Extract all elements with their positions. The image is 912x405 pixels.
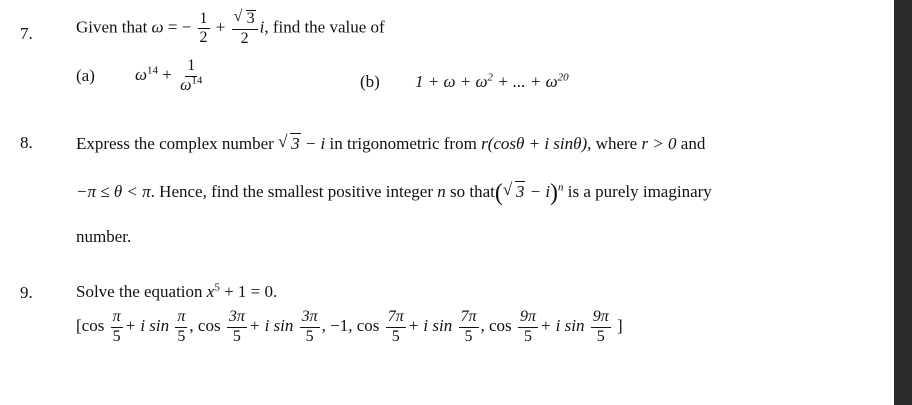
q7-a-frac-den-exp: 14 bbox=[191, 74, 203, 87]
q9-answer-open: [ bbox=[76, 316, 82, 336]
q9-sep-3: , bbox=[480, 316, 485, 336]
q9-cos-4: cos bbox=[489, 316, 512, 336]
q9-sep-1: , bbox=[189, 316, 194, 336]
q7-frac-root3-half bbox=[232, 10, 258, 48]
q9-frac-pi-den-a: 5 bbox=[112, 327, 121, 345]
q7-b-exp2: 2 bbox=[487, 71, 493, 84]
q9-frac-9pi-5-b bbox=[591, 309, 611, 346]
q8-paren-sqrt-radicand: 3 bbox=[515, 182, 525, 201]
q7-b-expr-start: 1 + ω + ω bbox=[415, 72, 488, 91]
q9-frac-7pi-5-b bbox=[459, 309, 479, 346]
q8-paren-exp: n bbox=[558, 181, 564, 194]
q9-frac-7pi-num-a: 7π bbox=[386, 309, 406, 328]
q9-answer-close: ] bbox=[617, 316, 623, 336]
q9-frac-9pi-den-a: 5 bbox=[523, 327, 532, 345]
q9-frac-9pi-num-b: 9π bbox=[591, 309, 611, 328]
q9-frac-pi-num-a: π bbox=[111, 309, 123, 328]
q7-a-omega: ω bbox=[135, 65, 148, 85]
q9-cos-1: cos bbox=[81, 316, 105, 336]
q7-part-a-label: (a) bbox=[76, 66, 95, 85]
q8-line2-text1: . Hence, find the smallest positive integer bbox=[150, 182, 438, 201]
q8-paren-open: ( bbox=[494, 180, 503, 207]
q9-sep-2: , bbox=[321, 316, 326, 336]
q7-frac1-num: 1 bbox=[198, 11, 210, 30]
q8-line1-and: and bbox=[676, 134, 706, 153]
q7-a-frac-num: 1 bbox=[185, 58, 197, 77]
q9-frac-pi-den-b: 5 bbox=[177, 327, 186, 345]
question-9-number: 9. bbox=[20, 283, 33, 302]
q8-line1-prefix: Express the complex number bbox=[76, 134, 274, 153]
q7-sqrt-symbol bbox=[234, 10, 256, 28]
q7-a-plus: + bbox=[162, 65, 172, 85]
right-edge-strip bbox=[894, 0, 912, 405]
q8-n: n bbox=[437, 182, 446, 201]
q7-part-b-expression bbox=[415, 72, 569, 92]
q9-frac-pi-num-b: π bbox=[175, 309, 187, 328]
question-9-answer bbox=[76, 309, 623, 346]
q7-frac2-num bbox=[232, 10, 258, 30]
q7-b-middle: + ... + ω bbox=[492, 72, 558, 91]
q9-plus-isin-1: + i sin bbox=[124, 316, 170, 336]
q9-frac-3pi-5-b bbox=[300, 309, 320, 346]
q7-frac2-den: 2 bbox=[240, 29, 249, 47]
q9-x-exp: 5 bbox=[214, 281, 220, 294]
q9-prefix: Solve the equation bbox=[76, 282, 207, 301]
q7-omega: ω bbox=[151, 17, 164, 37]
q8-paren-close: ) bbox=[550, 180, 559, 207]
q8-line2-text2: so that bbox=[445, 182, 495, 201]
q9-frac-pi-5-b bbox=[175, 309, 187, 346]
q7-a-frac-den bbox=[178, 74, 204, 95]
question-7-number: 7. bbox=[20, 24, 33, 43]
q9-frac-3pi-den-b: 5 bbox=[305, 327, 314, 345]
q8-line1-where: , where bbox=[587, 134, 642, 153]
q9-frac-7pi-num-b: 7π bbox=[459, 309, 479, 328]
q7-a-frac-den-omega: ω bbox=[180, 76, 192, 94]
q7-sqrt-radicand: 3 bbox=[246, 10, 255, 27]
question-8-line-1 bbox=[76, 133, 705, 154]
q7-b-exp20: 20 bbox=[557, 71, 569, 84]
q7-part-b-label: (b) bbox=[360, 72, 380, 91]
q9-frac-pi-5-a bbox=[111, 309, 123, 346]
q9-frac-3pi-num-b: 3π bbox=[300, 309, 320, 328]
q7-eq: = − bbox=[163, 17, 192, 37]
q9-frac-7pi-den-a: 5 bbox=[391, 327, 400, 345]
q8-sqrt-symbol bbox=[278, 133, 301, 154]
q7-prefix: Given that bbox=[76, 17, 148, 37]
q9-eq-rest: + 1 = 0. bbox=[219, 282, 278, 301]
q8-line1-mid: in trigonometric from bbox=[325, 134, 482, 153]
q8-trig-form: r(cosθ + i sinθ) bbox=[481, 134, 588, 153]
q9-frac-7pi-5-a bbox=[386, 309, 406, 346]
q7-a-exp: 14 bbox=[147, 64, 159, 77]
q7-a-fraction bbox=[178, 58, 204, 95]
q9-minus-one: −1, bbox=[330, 316, 353, 336]
q8-r-condition: r > 0 bbox=[641, 134, 677, 153]
q8-minus-i: − i bbox=[300, 134, 326, 153]
q7-suffix: , find the value of bbox=[264, 17, 385, 37]
q9-frac-3pi-num-a: 3π bbox=[227, 309, 247, 328]
q8-theta-range: −π ≤ θ < π bbox=[76, 182, 151, 201]
q9-frac-9pi-5-a bbox=[518, 309, 538, 346]
q7-part-a-expression bbox=[135, 58, 206, 95]
q9-cos-3: cos bbox=[356, 316, 380, 336]
question-7-prompt bbox=[76, 10, 385, 48]
question-8-number: 8. bbox=[20, 133, 33, 152]
q9-frac-3pi-den-a: 5 bbox=[232, 327, 241, 345]
question-8-line-3: number. bbox=[76, 227, 132, 246]
q8-sqrt-radicand: 3 bbox=[291, 134, 300, 153]
q7-i: i bbox=[259, 17, 265, 37]
q9-cos-2: cos bbox=[197, 316, 221, 336]
q9-plus-isin-4: + i sin bbox=[539, 316, 585, 336]
question-9-prompt bbox=[76, 282, 277, 302]
q7-frac-one-half bbox=[198, 11, 210, 48]
question-8-line-2 bbox=[76, 181, 712, 205]
q9-frac-3pi-5-a bbox=[227, 309, 247, 346]
q7-frac1-den: 2 bbox=[199, 29, 208, 47]
q8-paren-minus-i: − i bbox=[525, 182, 551, 201]
q8-line2-text3: is a purely imaginary bbox=[563, 182, 712, 201]
q9-frac-7pi-den-b: 5 bbox=[464, 327, 473, 345]
q9-frac-9pi-den-b: 5 bbox=[596, 327, 605, 345]
q9-frac-9pi-num-a: 9π bbox=[518, 309, 538, 328]
q9-x: x bbox=[206, 282, 215, 301]
q8-paren-sqrt-symbol bbox=[503, 181, 526, 202]
q9-plus-isin-3: + i sin bbox=[407, 316, 453, 336]
q7-plus: + bbox=[215, 17, 226, 37]
q9-plus-isin-2: + i sin bbox=[248, 316, 294, 336]
